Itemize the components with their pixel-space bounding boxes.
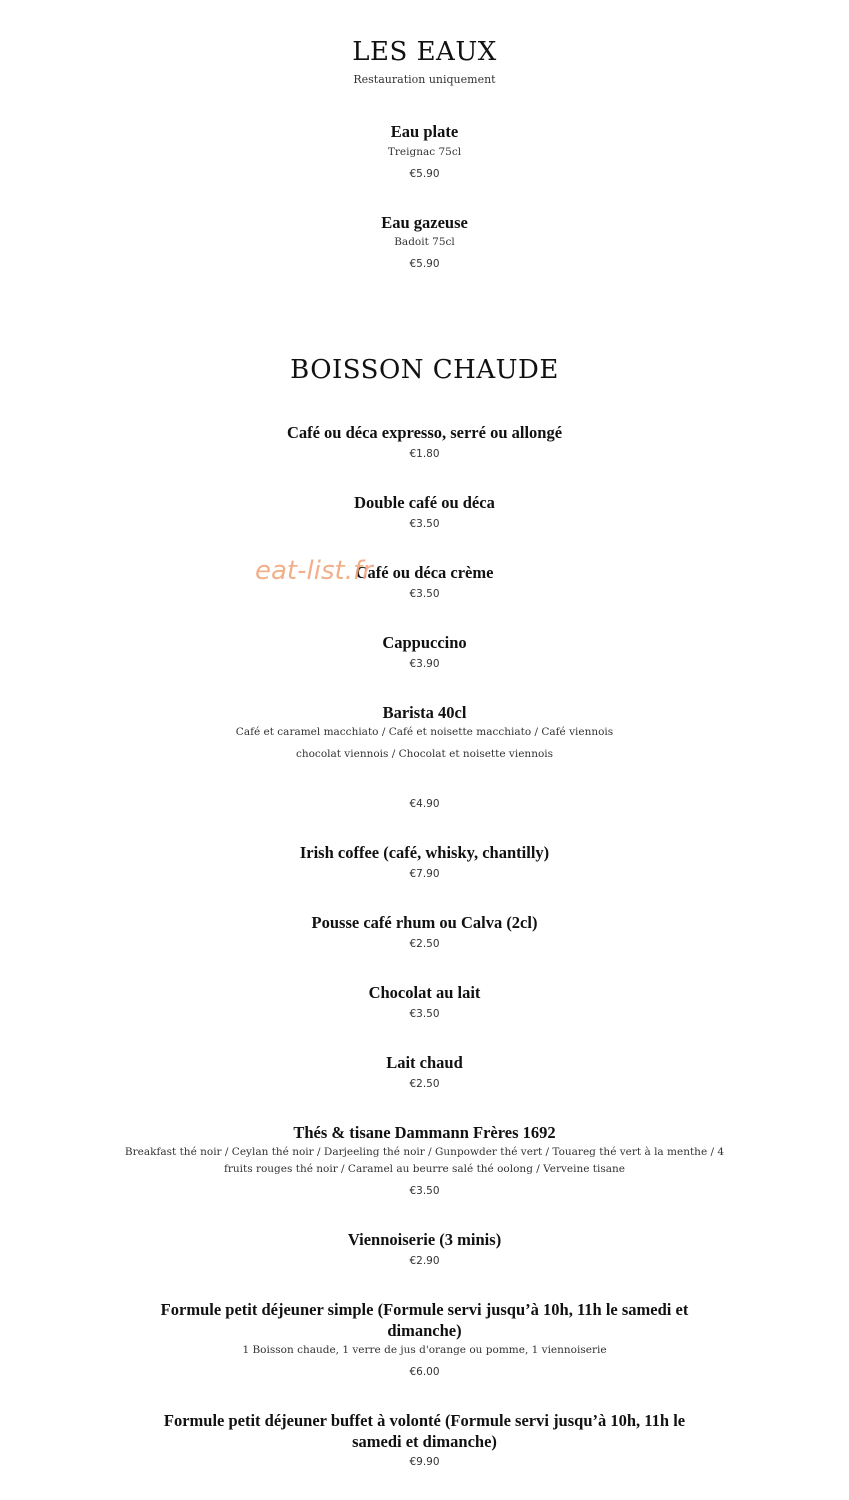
item-price-pousse-cafe: €2.50 [409,938,440,950]
item-name-thes-tisane: Thés & tisane Dammann Frères 1692 [293,1123,556,1142]
item-desc-eau-gazeuse: Badoit 75cl [394,236,455,248]
item-name-viennoiserie: Viennoiserie (3 minis) [347,1230,502,1249]
item-price-chocolat-au-lait: €3.50 [409,1008,440,1020]
section-title-les-eaux: LES EAUX [352,37,497,67]
item-price-eau-plate: €5.90 [409,168,440,180]
item-desc-thes-line2: fruits rouges thé noir / Caramel au beurre salé thé oolong / Verveine tisane [223,1163,625,1175]
item-name-cappuccino: Cappuccino [382,633,467,652]
item-price-cafe-expresso: €1.80 [409,448,440,460]
item-price-eau-gazeuse: €5.90 [409,258,440,270]
item-name-double-cafe: Double café ou déca [354,493,495,512]
item-name-formule-simple-line1: Formule petit déjeuner simple (Formule servi jusqu’à 10h, 11h le samedi et [160,1300,689,1319]
item-name-barista: Barista 40cl [382,703,467,722]
item-price-formule-simple: €6.00 [409,1366,440,1378]
item-name-chocolat-au-lait: Chocolat au lait [368,983,481,1002]
item-name-lait-chaud: Lait chaud [386,1053,463,1072]
item-desc-barista-line2: chocolat viennois / Chocolat et noisette viennois [295,748,554,760]
item-price-cappuccino: €3.90 [409,658,440,670]
item-price-formule-buffet: €9.90 [409,1456,440,1468]
item-desc-eau-plate: Treignac 75cl [387,146,462,158]
item-desc-barista-line1: Café et caramel macchiato / Café et noisette macchiato / Café viennois [235,726,614,738]
item-price-viennoiserie: €2.90 [409,1255,440,1267]
section-title-boisson-chaude: BOISSON CHAUDE [290,355,559,385]
item-name-formule-simple-line2: dimanche) [387,1321,462,1340]
item-name-formule-buffet-line1: Formule petit déjeuner buffet à volonté (Formule servi jusqu’à 10h, 11h le [163,1411,686,1430]
section-subtitle: Restauration uniquement [353,73,496,86]
item-price-cafe-creme: €3.50 [409,588,440,600]
watermark-text: eat-list.fr [255,556,373,586]
item-name-eau-plate: Eau plate [390,122,459,141]
item-price-irish-coffee: €7.90 [409,868,440,880]
item-price-lait-chaud: €2.50 [409,1078,440,1090]
item-name-formule-buffet-line2: samedi et dimanche) [352,1432,497,1451]
item-price-double-cafe: €3.50 [409,518,440,530]
item-name-eau-gazeuse: Eau gazeuse [381,213,468,232]
item-price-barista: €4.90 [409,798,440,810]
item-name-irish-coffee: Irish coffee (café, whisky, chantilly) [299,843,550,862]
item-desc-formule-simple: 1 Boisson chaude, 1 verre de jus d'orange ou pomme, 1 viennoiserie [242,1344,607,1356]
item-name-pousse-cafe: Pousse café rhum ou Calva (2cl) [311,913,538,932]
item-price-thes-tisane: €3.50 [409,1185,440,1197]
item-name-cafe-creme: Café ou déca crème [355,563,494,582]
item-desc-thes-line1: Breakfast thé noir / Ceylan thé noir / Darjeeling thé noir / Gunpowder thé vert / Touareg thé vert à la menthe / 4 [124,1146,725,1158]
item-name-cafe-expresso: Café ou déca expresso, serré ou allongé [286,423,563,442]
